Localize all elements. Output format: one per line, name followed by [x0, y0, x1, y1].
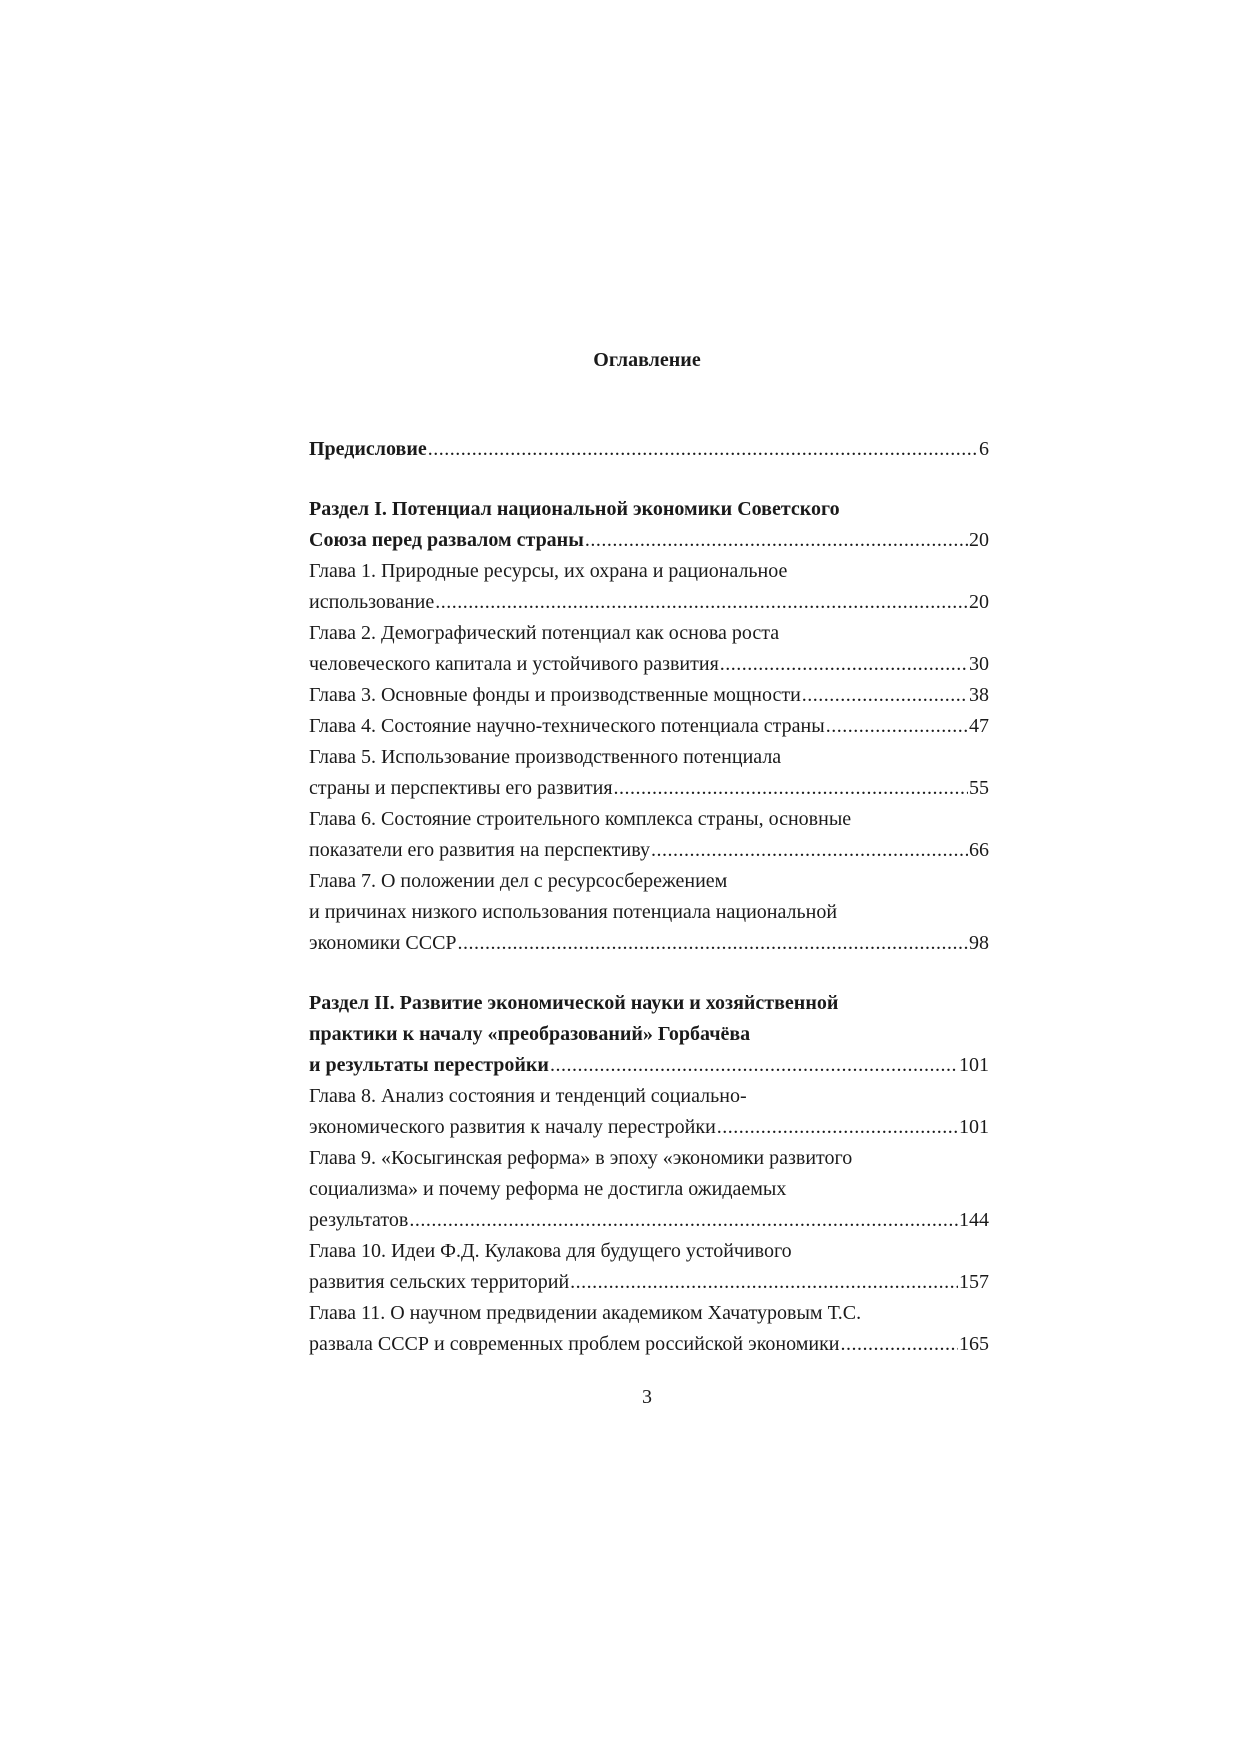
dot-leader	[458, 928, 968, 959]
toc-entry-page: 157	[959, 1271, 989, 1293]
toc-entry-page: 144	[959, 1209, 989, 1231]
toc-entry-page: 101	[959, 1116, 989, 1138]
toc-entry-label: экономики СССР	[309, 932, 457, 954]
toc-section-line: Раздел II. Развитие экономической науки и хозяйственной	[309, 992, 839, 1014]
toc-entry-label: показатели его развития на перспективу	[309, 839, 650, 861]
toc-entry-label: Предисловие	[309, 438, 427, 460]
dot-leader	[802, 680, 968, 711]
toc-chapter-line: Глава 5. Использование производственного потенциала	[309, 746, 782, 768]
toc-chapter-line: Глава 10. Идеи Ф.Д. Кулакова для будущего устойчивого	[309, 1240, 792, 1262]
toc-entry-page: 98	[969, 932, 989, 954]
toc-entry-page: 47	[969, 715, 989, 737]
toc-entry-label: человеческого капитала и устойчивого развития	[309, 653, 719, 675]
toc-entry-chapter-1[interactable]	[309, 587, 989, 618]
page-number: 3	[642, 1386, 652, 1408]
table-of-contents	[309, 434, 989, 1360]
toc-entry-page: 66	[969, 839, 989, 861]
dot-leader	[841, 1329, 958, 1360]
dot-leader	[570, 1267, 958, 1298]
toc-entry-chapter-7[interactable]	[309, 928, 989, 959]
toc-entry-chapter-4[interactable]	[309, 711, 989, 742]
toc-entry-page: 55	[969, 777, 989, 799]
toc-entry-label: использование	[309, 591, 435, 613]
dot-leader	[720, 649, 968, 680]
toc-entry-page: 38	[969, 684, 989, 706]
toc-entry-chapter-2[interactable]	[309, 649, 989, 680]
dot-leader	[651, 835, 968, 866]
toc-entry-label: развития сельских территорий	[309, 1271, 570, 1293]
toc-entry-chapter-11[interactable]	[309, 1329, 989, 1360]
dot-leader	[435, 587, 968, 618]
toc-entry-label: результатов	[309, 1209, 409, 1231]
toc-chapter-line: Глава 11. О научном предвидении академиком Хачатуровым Т.С.	[309, 1302, 862, 1324]
toc-entry-page: 165	[959, 1333, 989, 1355]
toc-entry-chapter-8[interactable]	[309, 1112, 989, 1143]
toc-chapter-line: Глава 8. Анализ состояния и тенденций социально-	[309, 1085, 747, 1107]
page-title: Оглавление	[593, 349, 701, 371]
toc-chapter-line: Глава 6. Состояние строительного комплекса страны, основные	[309, 808, 852, 830]
toc-entry-label: и результаты перестройки	[309, 1054, 549, 1076]
dot-leader	[409, 1205, 958, 1236]
toc-entry-preface[interactable]	[309, 434, 989, 465]
toc-chapter-line: социализма» и почему реформа не достигла ожидаемых	[309, 1178, 787, 1200]
dot-leader	[428, 434, 978, 465]
toc-entry-section-1[interactable]	[309, 525, 989, 556]
toc-entry-label: экономического развития к началу перестройки	[309, 1116, 716, 1138]
toc-entry-chapter-3[interactable]	[309, 680, 989, 711]
dot-leader	[614, 773, 968, 804]
dot-leader	[585, 525, 968, 556]
toc-section-line: Раздел I. Потенциал национальной экономики Советского	[309, 498, 840, 520]
toc-entry-label: Глава 4. Состояние научно-технического потенциала страны	[309, 715, 825, 737]
toc-entry-label: Глава 3. Основные фонды и производственные мощности	[309, 684, 801, 706]
toc-entry-label: Союза перед развалом страны	[309, 529, 584, 551]
toc-chapter-line: Глава 1. Природные ресурсы, их охрана и рациональное	[309, 560, 788, 582]
toc-entry-chapter-6[interactable]	[309, 835, 989, 866]
toc-entry-label: страны и перспективы его развития	[309, 777, 613, 799]
toc-chapter-line: Глава 2. Демографический потенциал как основа роста	[309, 622, 780, 644]
toc-entry-chapter-9[interactable]	[309, 1205, 989, 1236]
toc-entry-page: 20	[969, 529, 989, 551]
dot-leader	[550, 1050, 958, 1081]
toc-chapter-line: и причинах низкого использования потенциала национальной	[309, 901, 838, 923]
dot-leader	[717, 1112, 958, 1143]
toc-entry-page: 30	[969, 653, 989, 675]
toc-chapter-line: Глава 9. «Косыгинская реформа» в эпоху «экономики развитого	[309, 1147, 853, 1169]
toc-entry-chapter-5[interactable]	[309, 773, 989, 804]
toc-entry-chapter-10[interactable]	[309, 1267, 989, 1298]
toc-chapter-line: Глава 7. О положении дел с ресурсосбережением	[309, 870, 728, 892]
toc-entry-page: 101	[959, 1054, 989, 1076]
toc-entry-label: развала СССР и современных проблем российской экономики	[309, 1333, 840, 1355]
toc-entry-page: 20	[969, 591, 989, 613]
toc-entry-page: 6	[979, 438, 989, 460]
toc-section-line: практики к началу «преобразований» Горбачёва	[309, 1023, 751, 1045]
toc-entry-section-2[interactable]	[309, 1050, 989, 1081]
dot-leader	[826, 711, 968, 742]
